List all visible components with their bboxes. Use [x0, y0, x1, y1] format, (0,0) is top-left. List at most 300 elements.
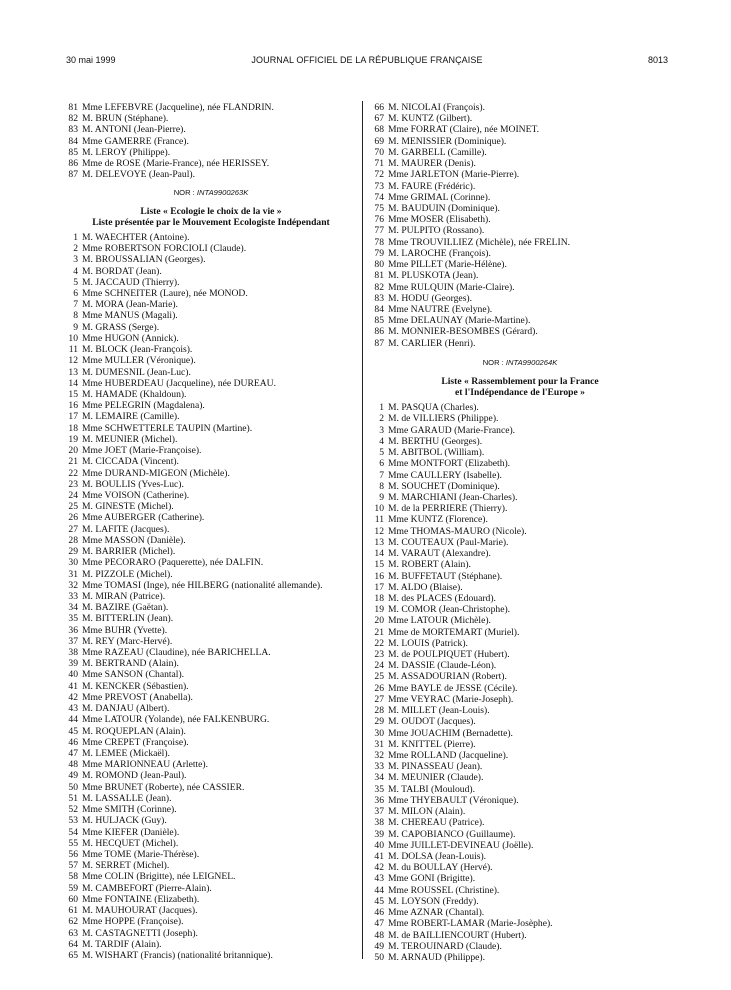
- list-item: [372, 907, 668, 918]
- list-item-number: 56: [68, 848, 78, 860]
- list-item-name: Mme SMITH (Corinne).: [82, 804, 177, 816]
- list-item: [372, 604, 668, 615]
- list-item: [372, 694, 668, 705]
- list-item: [66, 389, 356, 400]
- list-item-number: 78: [374, 236, 384, 248]
- list-item: [372, 304, 668, 315]
- list-item-number: 22: [68, 467, 78, 479]
- list-item-number: 36: [68, 624, 78, 636]
- list-item-number: 1: [73, 231, 78, 243]
- list-item: [372, 293, 668, 304]
- list-item-number: 27: [68, 523, 78, 535]
- list-item-number: 1: [379, 402, 384, 414]
- list-item-number: 66: [374, 102, 384, 113]
- list-item-number: 84: [68, 135, 78, 147]
- list-item-name: M. WAECHTER (Antoine).: [82, 231, 190, 243]
- list-item-name: Mme THYEBAULT (Véronique).: [388, 794, 519, 806]
- list-item-number: 42: [374, 862, 384, 874]
- list-item-name: Mme SCHNEITER (Laure), née MONOD.: [82, 288, 248, 300]
- list-item-number: 2: [73, 243, 78, 255]
- list-item-number: 31: [374, 738, 384, 750]
- list-item-name: Mme PREVOST (Anabella).: [82, 691, 193, 703]
- list-item-name: M. SERRET (Michel).: [82, 860, 170, 872]
- list-item-name: Mme TOME (Marie-Thérèse).: [82, 848, 200, 860]
- list-item: [66, 726, 356, 737]
- list-item: [66, 770, 356, 781]
- list-item: [66, 546, 356, 557]
- list-item-number: 79: [374, 247, 384, 259]
- list-item-number: 29: [374, 716, 384, 728]
- list-item: [66, 759, 356, 770]
- list-item-number: 38: [374, 817, 384, 829]
- list-title-line-2: et l'Indépendance de l'Europe »: [455, 387, 585, 399]
- list-item: [372, 282, 668, 293]
- list-item-number: 81: [374, 270, 384, 282]
- list-item: [66, 411, 356, 422]
- list-item-name: M. JACCAUD (Thierry).: [82, 276, 180, 288]
- list-item-name: M. LASSALLE (Jean).: [82, 792, 172, 804]
- list-item-name: Mme MANUS (Magali).: [82, 310, 178, 322]
- list-item-name: M. NICOLAI (François).: [388, 102, 485, 113]
- list-item: [66, 703, 356, 714]
- list-item-name: M. KENCKER (Sébastien).: [82, 680, 189, 692]
- list-item: [372, 716, 668, 727]
- list-item: [66, 669, 356, 680]
- list-item-name: M. TEROUINARD (Claude).: [388, 940, 502, 952]
- list-item-number: 76: [374, 214, 384, 226]
- list-item-number: 26: [374, 682, 384, 694]
- list-item-number: 52: [68, 804, 78, 816]
- list-item: [66, 400, 356, 411]
- list-item-name: Mme PELEGRIN (Magdalena).: [82, 400, 205, 412]
- list-item: [372, 806, 668, 817]
- list-item-number: 31: [68, 568, 78, 580]
- list-item-name: M. ANTONI (Jean-Pierre).: [82, 124, 186, 136]
- list-item-number: 14: [68, 377, 78, 389]
- list-item-name: M. WISHART (Francis) (nationalité britannique).: [82, 949, 273, 961]
- list-item-number: 15: [68, 389, 78, 400]
- list-item-number: 28: [374, 705, 384, 717]
- list-item: [372, 615, 668, 626]
- list-item-number: 58: [68, 871, 78, 883]
- right-candidate-list: [372, 402, 668, 963]
- list-item-name: M. du BOULLAY (Hervé).: [388, 862, 493, 874]
- list-item-name: M. OUDOT (Jacques).: [388, 716, 476, 728]
- list-item: [66, 479, 356, 490]
- list-item-number: 82: [374, 281, 384, 293]
- list-item-name: M. MAURER (Denis).: [388, 158, 476, 170]
- list-item: [372, 470, 668, 481]
- list-item: [66, 501, 356, 512]
- list-item: [66, 535, 356, 546]
- list-item: [66, 871, 356, 882]
- list-item: [66, 102, 356, 113]
- list-item-number: 47: [374, 918, 384, 930]
- list-item-number: 5: [73, 276, 78, 288]
- list-item-number: 74: [374, 191, 384, 203]
- list-item: [372, 338, 668, 349]
- list-item: [372, 158, 668, 169]
- list-item-name: M. CAMBEFORT (Pierre-Alain).: [82, 882, 212, 894]
- list-item-name: Mme HOPPE (Françoise).: [82, 916, 184, 928]
- list-item: [66, 748, 356, 759]
- list-item: [372, 705, 668, 716]
- list-item-number: 33: [68, 590, 78, 602]
- list-item-number: 24: [68, 489, 78, 501]
- list-item-number: 82: [68, 113, 78, 125]
- list-title-line-1: Liste « Ecologie le choix de la vie »: [140, 205, 282, 217]
- list-item-name: Mme LATOUR (Michèle).: [388, 615, 491, 627]
- list-item-number: 26: [68, 512, 78, 524]
- list-item: [372, 817, 668, 828]
- list-item-name: M. ROMOND (Jean-Paul).: [82, 770, 187, 782]
- list-item: [372, 526, 668, 537]
- list-item: [372, 739, 668, 750]
- list-item-name: M. GINESTE (Michel).: [82, 501, 174, 513]
- list-item-number: 11: [68, 344, 78, 356]
- list-item-name: Mme THOMAS-MAURO (Nicole).: [388, 525, 527, 537]
- list-item-number: 71: [374, 158, 384, 170]
- list-item-name: Mme CAULLERY (Isabelle).: [388, 469, 502, 481]
- list-item-name: Mme HUGON (Annick).: [82, 332, 179, 344]
- list-item: [372, 683, 668, 694]
- list-item: [372, 627, 668, 638]
- list-item-name: M. BERTHU (Georges).: [388, 435, 483, 447]
- nor-reference: [372, 357, 668, 369]
- list-item: [372, 514, 668, 525]
- list-item: [66, 883, 356, 894]
- list-item-number: 16: [68, 400, 78, 412]
- list-item-name: M. MORA (Jean-Marie).: [82, 299, 178, 311]
- list-item-number: 59: [68, 882, 78, 894]
- list-item-name: M. ARNAUD (Philippe).: [388, 951, 486, 963]
- list-item: [372, 952, 668, 963]
- list-item: [66, 158, 356, 169]
- list-item-number: 42: [68, 691, 78, 703]
- list-item-name: Mme GONI (Brigitte).: [388, 873, 476, 885]
- list-item-number: 30: [374, 727, 384, 739]
- list-item-number: 19: [374, 604, 384, 616]
- list-item: [372, 413, 668, 424]
- list-item-number: 25: [68, 501, 78, 513]
- list-item-number: 8: [379, 480, 384, 492]
- list-item: [372, 203, 668, 214]
- list-item: [66, 355, 356, 366]
- list-item-name: M. de BAILLIENCOURT (Hubert).: [388, 929, 527, 941]
- list-item-number: 87: [68, 169, 78, 181]
- list-item-number: 7: [379, 469, 384, 481]
- list-item: [372, 885, 668, 896]
- list-item-name: M. HECQUET (Michel).: [82, 837, 179, 849]
- list-item-number: 43: [374, 873, 384, 885]
- list-item: [66, 113, 356, 124]
- list-item-name: M. DANJAU (Albert).: [82, 703, 170, 715]
- list-item: [372, 548, 668, 559]
- list-item-name: M. COMOR (Jean-Christophe).: [388, 604, 511, 616]
- list-item-name: M. CARLIER (Henri).: [388, 337, 476, 349]
- list-item-name: M. PIZZOLE (Michel).: [82, 568, 173, 580]
- list-item-number: 12: [68, 355, 78, 367]
- nor-label: NOR :: [482, 357, 504, 367]
- list-item-name: M. LAROCHE (François).: [388, 247, 491, 259]
- list-item: [66, 524, 356, 535]
- list-item-name: Mme GAMERRE (France).: [82, 135, 189, 147]
- list-item-number: 10: [374, 503, 384, 515]
- list-item-number: 54: [68, 826, 78, 838]
- list-item-name: Mme FORRAT (Claire), née MOINET.: [388, 124, 539, 136]
- list-item-name: Mme GARAUD (Marie-France).: [388, 424, 516, 436]
- list-item: [66, 804, 356, 815]
- list-item-number: 63: [68, 927, 78, 939]
- list-item-number: 11: [374, 514, 384, 526]
- list-item-number: 47: [68, 748, 78, 759]
- list-item: [372, 124, 668, 135]
- list-item-number: 83: [374, 292, 384, 304]
- list-item: [372, 862, 668, 873]
- list-item: [372, 582, 668, 593]
- list-item-number: 34: [68, 602, 78, 614]
- list-item: [66, 423, 356, 434]
- list-item-name: Mme BUHR (Yvette).: [82, 624, 168, 636]
- list-item-number: 44: [374, 884, 384, 896]
- list-item: [372, 102, 668, 113]
- list-item: [372, 503, 668, 514]
- list-item: [372, 671, 668, 682]
- list-item-name: Mme BAYLE de JESSE (Cécile).: [388, 682, 518, 694]
- list-item-number: 25: [374, 671, 384, 683]
- list-item-number: 10: [68, 332, 78, 344]
- list-item-number: 14: [374, 548, 384, 560]
- list-item-name: Mme KUNTZ (Florence).: [388, 514, 488, 526]
- list-item-name: M. CICCADA (Vincent).: [82, 456, 179, 468]
- list-item-number: 32: [374, 750, 384, 761]
- list-item-number: 17: [68, 411, 78, 423]
- list-item-name: Mme NAUTRE (Evelyne).: [388, 303, 493, 315]
- list-item-name: Mme JOET (Marie-Françoise).: [82, 445, 202, 457]
- list-item: [372, 402, 668, 413]
- header-page-number: 8013: [647, 55, 668, 65]
- list-item-number: 4: [73, 265, 78, 277]
- list-item-number: 35: [374, 783, 384, 795]
- list-item: [372, 237, 668, 248]
- list-item-number: 46: [374, 907, 384, 919]
- list-item-name: M. GARBELL (Camille).: [388, 146, 487, 158]
- list-item-number: 61: [68, 905, 78, 917]
- list-item: [66, 378, 356, 389]
- list-item-name: M. BOULLIS (Yves-Luc).: [82, 478, 184, 490]
- list-item: [66, 916, 356, 927]
- list-item-name: M. BERTRAND (Alain).: [82, 658, 179, 670]
- list-item-name: M. MILLET (Jean-Louis).: [388, 705, 490, 717]
- list-item-number: 45: [68, 725, 78, 737]
- list-item-name: Mme SANSON (Chantal).: [82, 669, 185, 681]
- list-item-name: M. LEMAIRE (Camille).: [82, 411, 180, 423]
- list-item-name: M. de la PERRIERE (Thierry).: [388, 503, 508, 515]
- list-item: [372, 638, 668, 649]
- list-item-number: 30: [68, 557, 78, 569]
- list-item: [66, 827, 356, 838]
- list-item-name: Mme de MORTEMART (Muriel).: [388, 626, 520, 638]
- list-item-name: M. DUMESNIL (Jean-Luc).: [82, 366, 191, 378]
- list-title: [372, 376, 668, 398]
- list-item-name: Mme TOMASI (Inge), née HILBERG (nationalité allemande).: [82, 579, 323, 591]
- list-item-name: Mme FONTAINE (Elizabeth).: [82, 893, 200, 905]
- list-item-name: M. TARDIF (Alain).: [82, 938, 162, 950]
- list-item: [66, 124, 356, 135]
- list-item-number: 64: [68, 938, 78, 950]
- list-item: [372, 593, 668, 604]
- list-item-name: M. ROBERT (Alain).: [388, 559, 471, 571]
- list-item-name: M. ROQUEPLAN (Alain).: [82, 725, 186, 737]
- list-item-number: 84: [374, 303, 384, 315]
- list-item-number: 13: [68, 366, 78, 378]
- list-item: [372, 761, 668, 772]
- list-item-number: 87: [374, 337, 384, 349]
- list-item-number: 43: [68, 703, 78, 715]
- list-item-number: 15: [374, 559, 384, 571]
- list-item-number: 68: [374, 124, 384, 136]
- list-item: [66, 894, 356, 905]
- list-item-number: 72: [374, 169, 384, 181]
- list-item: [66, 625, 356, 636]
- list-item-name: Mme MULLER (Véronique).: [82, 355, 196, 367]
- list-item: [66, 569, 356, 580]
- list-item-name: Mme SCHWETTERLE TAUPIN (Martine).: [82, 422, 253, 434]
- list-item-number: 37: [374, 806, 384, 818]
- list-item: [66, 147, 356, 158]
- list-item-name: M. TALBI (Mouloud).: [388, 783, 475, 795]
- list-title-line-1: Liste « Rassemblement pour la France: [441, 375, 599, 387]
- list-item-number: 86: [374, 326, 384, 338]
- list-item-name: M. ASSADOURIAN (Robert).: [388, 671, 507, 683]
- list-item: [372, 225, 668, 236]
- list-item-name: Mme RAZEAU (Claudine), née BARICHELLA.: [82, 647, 271, 659]
- list-item-name: M. PINASSEAU (Jean).: [388, 761, 483, 773]
- list-item-number: 32: [68, 579, 78, 591]
- list-item-name: M. de VILLIERS (Philippe).: [388, 413, 499, 425]
- list-item-name: M. BRUN (Stéphane).: [82, 113, 169, 125]
- list-item-number: 35: [68, 613, 78, 625]
- list-item-name: M. HULJACK (Guy).: [82, 815, 167, 827]
- list-item-name: Mme ROBERT-LAMAR (Marie-Josèphe).: [388, 918, 553, 930]
- list-item: [372, 784, 668, 795]
- list-item: [66, 580, 356, 591]
- list-item: [372, 660, 668, 671]
- list-item: [372, 326, 668, 337]
- list-item-name: Mme BRUNET (Roberte), née CASSIER.: [82, 781, 245, 793]
- list-item-number: 55: [68, 837, 78, 849]
- list-item-name: M. KNITTEL (Pierre).: [388, 738, 476, 750]
- list-item-number: 28: [68, 534, 78, 546]
- list-item-name: M. COUTEAUX (Paul-Marie).: [388, 536, 509, 548]
- nor-reference: [66, 187, 356, 199]
- list-item-number: 2: [379, 413, 384, 425]
- list-item-number: 41: [68, 680, 78, 692]
- list-item-number: 4: [379, 435, 384, 447]
- list-item-number: 21: [68, 456, 78, 468]
- list-item: [372, 571, 668, 582]
- list-item-number: 49: [374, 940, 384, 952]
- list-item-number: 73: [374, 180, 384, 192]
- list-item-number: 16: [374, 570, 384, 582]
- list-item-name: M. REY (Marc-Hervé).: [82, 635, 173, 647]
- list-item-number: 9: [73, 321, 78, 333]
- list-item: [66, 169, 356, 180]
- list-item-name: Mme HUBERDEAU (Jacqueline), née DUREAU.: [82, 377, 276, 389]
- list-item-name: M. PULPITO (Rossano).: [388, 225, 485, 237]
- list-item: [372, 649, 668, 660]
- list-item-number: 49: [68, 770, 78, 782]
- list-item-number: 3: [73, 254, 78, 266]
- list-item-name: Mme ROUSSEL (Christine).: [388, 884, 500, 896]
- list-item-name: M. PLUSKOTA (Jean).: [388, 270, 479, 282]
- list-item: [66, 367, 356, 378]
- list-item-name: M. LAFITE (Jacques).: [82, 523, 170, 535]
- list-item: [372, 492, 668, 503]
- list-item-number: 48: [374, 929, 384, 941]
- list-item: [66, 456, 356, 467]
- list-item: [66, 322, 356, 333]
- list-item-number: 3: [379, 424, 384, 436]
- list-item: [66, 310, 356, 321]
- list-item-name: Mme PILLET (Marie-Hélène).: [388, 259, 507, 271]
- list-item: [372, 537, 668, 548]
- list-item-number: 17: [374, 581, 384, 593]
- list-item-name: M. DASSIE (Claude-Léon).: [388, 660, 497, 672]
- list-item-number: 39: [68, 658, 78, 670]
- list-item-number: 13: [374, 536, 384, 548]
- list-item-name: M. de POULPIQUET (Hubert).: [388, 649, 510, 661]
- list-item: [66, 333, 356, 344]
- list-item-name: M. CAPOBIANCO (Guillaume).: [388, 828, 516, 840]
- list-item-number: 29: [68, 546, 78, 558]
- list-item: [66, 445, 356, 456]
- list-item: [66, 692, 356, 703]
- list-item-name: M. CASTAGNETTI (Joseph).: [82, 927, 198, 939]
- list-item: [372, 873, 668, 884]
- list-item-name: M. ALDO (Blaise).: [388, 581, 463, 593]
- list-item-name: M. VARAUT (Alexandre).: [388, 548, 491, 560]
- list-item-number: 5: [379, 447, 384, 459]
- list-item: [66, 613, 356, 624]
- list-item: [372, 559, 668, 570]
- list-item: [66, 636, 356, 647]
- list-item-number: 67: [374, 113, 384, 125]
- list-item-name: M. MENISSIER (Dominique).: [388, 135, 507, 147]
- list-title: [66, 206, 356, 228]
- list-item: [66, 434, 356, 445]
- list-item-name: Mme PECORARO (Paquerette), née DALFIN.: [82, 557, 264, 569]
- list-item-name: Mme COLIN (Brigitte), née LEIGNEL.: [82, 871, 236, 883]
- header-journal-title: JOURNAL OFFICIEL DE LA RÉPUBLIQUE FRANÇAISE: [251, 55, 483, 65]
- list-item: [372, 147, 668, 158]
- list-item-name: M. MEUNIER (Claude).: [388, 772, 484, 784]
- list-item-name: M. MONNIER-BESOMBES (Gérard).: [388, 326, 538, 338]
- list-item-name: M. BITTERLIN (Jean).: [82, 613, 174, 625]
- list-item-number: 22: [374, 637, 384, 649]
- list-item-name: Mme JUILLET-DEVINEAU (Joëlle).: [388, 839, 534, 851]
- list-item: [372, 248, 668, 259]
- list-item-name: M. LOUIS (Patrick).: [388, 637, 468, 649]
- list-item: [66, 658, 356, 669]
- list-item-number: 20: [68, 445, 78, 457]
- list-item-number: 44: [68, 714, 78, 726]
- list-item: [66, 647, 356, 658]
- list-item-name: Mme GRIMAL (Corinne).: [388, 191, 491, 203]
- list-item-number: 53: [68, 815, 78, 827]
- list-item-number: 12: [374, 525, 384, 537]
- list-item: [372, 270, 668, 281]
